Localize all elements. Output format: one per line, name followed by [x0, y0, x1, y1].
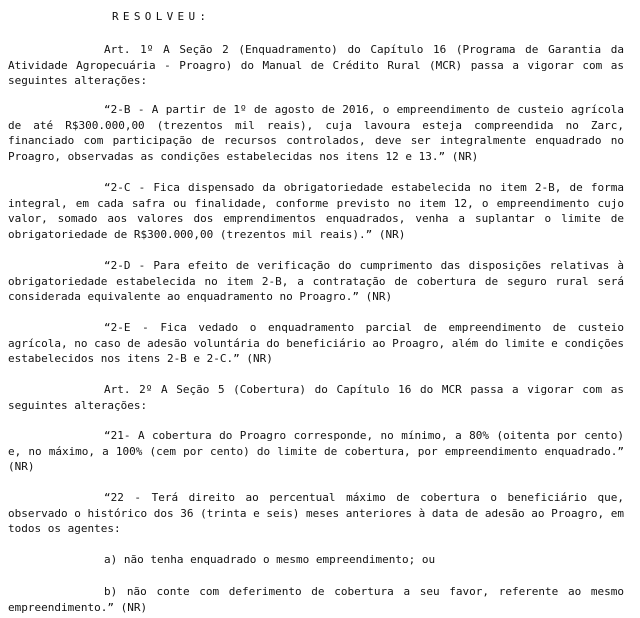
item-21-paragraph: “21- A cobertura do Proagro corresponde, no mínimo, a 80% (oitenta por cento) e, no máximo, a 100% (cem por cento) do limite de cobertura, por empreendimento enquadrado.” (NR) [8, 429, 624, 473]
article-1-paragraph: Art. 1º A Seção 2 (Enquadramento) do Capítulo 16 (Programa de Garantia da Atividade Agropecuária - Proagro) do Manual de Crédito Rural (MCR) passa a vigorar com as seguintes alterações: [8, 43, 624, 87]
sub-item-b: b) não conte com deferimento de cobertura a seu favor, referente ao mesmo empreendimento.” (NR) [8, 585, 624, 614]
item-2d-paragraph: “2-D - Para efeito de verificação do cumprimento das disposições relativas à obrigatoriedade estabelecida no item 2-B, a contratação de cobertura de seguro rural será considerada equivalente ao enquadramento no Proagro.” (NR) [8, 259, 624, 303]
article-2-paragraph: Art. 2º A Seção 5 (Cobertura) do Capítulo 16 do MCR passa a vigorar com as seguintes alterações: [8, 383, 624, 412]
item-2e-paragraph: “2-E - Fica vedado o enquadramento parcial de empreendimento de custeio agrícola, no caso de adesão voluntária do beneficiário ao Proagro, além do limite e condições estabelecidos nos itens 2-B e 2-C.” (NR) [8, 321, 624, 365]
item-2b-paragraph: “2-B - A partir de 1º de agosto de 2016, o empreendimento de custeio agrícola de até R$300.000,00 (trezentos mil reais), cuja lavoura esteja compreendida no Zarc, financiado com participação de recursos controlados, deve ser integralmente enquadrado no Proagro, observadas as condições estabelecidas nos itens 12 e 13.” (NR) [8, 103, 624, 163]
sub-item-a: a) não tenha enquadrado o mesmo empreendimento; ou [104, 553, 436, 566]
item-2c-paragraph: “2-C - Fica dispensado da obrigatoriedade estabelecida no item 2-B, de forma integral, em cada safra ou finalidade, conforme previsto no item 12, o empreendimento cujo valor, somado aos valores dos emprendimentos enquadrados, venha a suplantar o limite de obrigatoriedade de R$300.000,00 (trezentos mil reais).” (NR) [8, 181, 624, 241]
item-22-paragraph: “22 - Terá direito ao percentual máximo de cobertura o beneficiário que, observado o histórico dos 36 (trinta e seis) meses anteriores à data de adesão ao Proagro, em todos os agentes: [8, 491, 624, 535]
resolution-heading: RESOLVEU: [112, 10, 211, 23]
